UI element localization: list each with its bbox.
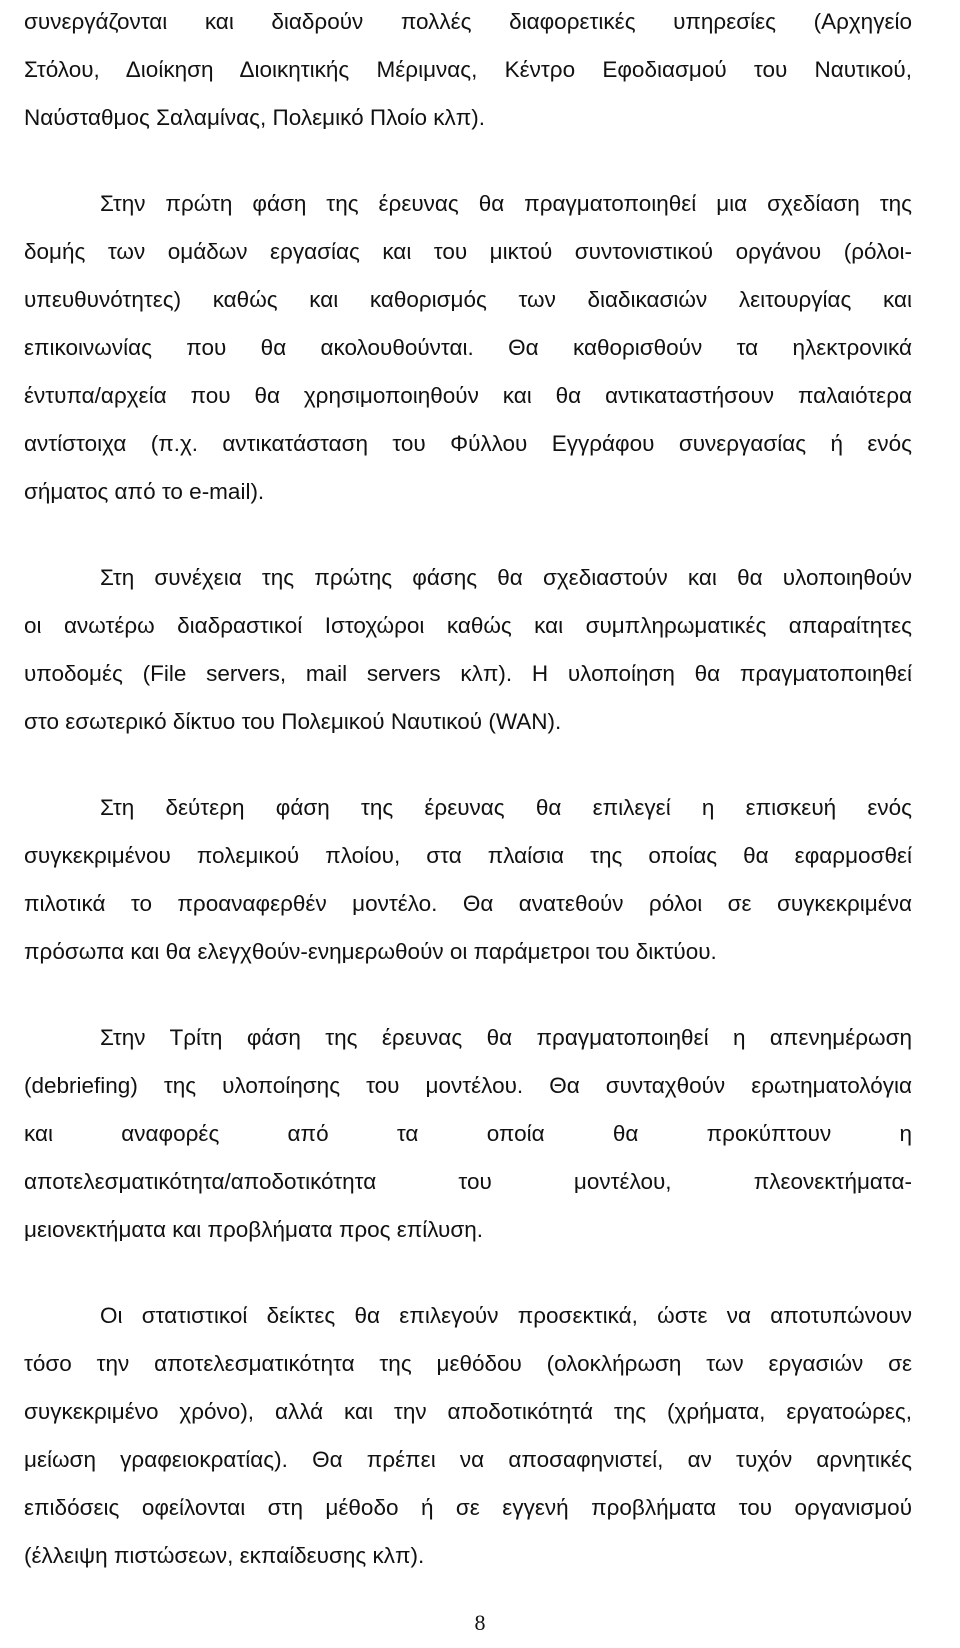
text-line: σήματος από το e-mail). xyxy=(24,479,265,504)
text-line: στο εσωτερικό δίκτυο του Πολεμικού Ναυτικού (WAN). xyxy=(24,709,562,734)
text-line: συνεργάζονται και διαδρούν πολλές διαφορετικές υπηρεσίες (Αρχηγείο xyxy=(24,9,912,34)
text-line: συγκεκριμένου πολεμικού πλοίου, στα πλαίσια της οποίας θα εφαρμοσθεί xyxy=(24,843,912,868)
text-line: (debriefing) της υλοποίησης του μοντέλου. Θα συνταχθούν ερωτηματολόγια xyxy=(24,1073,912,1098)
paragraph-continuation xyxy=(24,0,912,142)
text-line: (έλλειψη πιστώσεων, εκπαίδευσης κλπ). xyxy=(24,1543,425,1568)
paragraph-phase-two xyxy=(24,784,912,976)
text-line: οι ανωτέρω διαδραστικοί Ιστοχώροι καθώς και συμπληρωματικές απαραίτητες xyxy=(24,613,912,638)
text-line: αντίστοιχα (π.χ. αντικατάσταση του Φύλλου Εγγράφου συνεργασίας ή ενός xyxy=(24,431,912,456)
paragraph-statistical-indicators xyxy=(24,1292,912,1580)
page-number: 8 xyxy=(474,1610,486,1635)
text-line: Στόλου, Διοίκηση Διοικητικής Μέριμνας, Κέντρο Εφοδιασμού του Ναυτικού, xyxy=(24,57,912,82)
text-line: Στην Τρίτη φάση της έρευνας θα πραγματοποιηθεί η απενημέρωση xyxy=(100,1025,912,1050)
text-line: μείωση γραφειοκρατίας). Θα πρέπει να αποσαφηνιστεί, αν τυχόν αρνητικές xyxy=(24,1447,912,1472)
text-line: και αναφορές από τα οποία θα προκύπτουν η xyxy=(24,1121,912,1146)
text-line: συγκεκριμένο χρόνο), αλλά και την αποδοτικότητά της (χρήματα, εργατοώρες, xyxy=(24,1399,912,1424)
text-line: Στη συνέχεια της πρώτης φάσης θα σχεδιαστούν και θα υλοποιηθούν xyxy=(100,565,912,590)
text-line: πρόσωπα και θα ελεγχθούν-ενημερωθούν οι παράμετροι του δικτύου. xyxy=(24,939,717,964)
text-line: επικοινωνίας που θα ακολουθούνται. Θα καθορισθούν τα ηλεκτρονικά xyxy=(24,335,912,360)
text-line: Στη δεύτερη φάση της έρευνας θα επιλεγεί η επισκευή ενός xyxy=(100,795,912,820)
paragraph-phase-one xyxy=(24,180,912,516)
text-line: Ναύσταθμος Σαλαμίνας, Πολεμικό Πλοίο κλπ). xyxy=(24,105,486,130)
text-line: υπευθυνότητες) καθώς και καθορισμός των διαδικασιών λειτουργίας και xyxy=(24,287,912,312)
paragraph-phase-three xyxy=(24,1014,912,1254)
text-line: Στην πρώτη φάση της έρευνας θα πραγματοποιηθεί μια σχεδίαση της xyxy=(100,191,912,216)
text-line: επιδόσεις οφείλονται στη μέθοδο ή σε εγγενή προβλήματα του οργανισμού xyxy=(24,1495,912,1520)
text-line: δομής των ομάδων εργασίας και του μικτού συντονιστικού οργάνου (ρόλοι- xyxy=(24,239,912,264)
text-line: πιλοτικά το προαναφερθέν μοντέλο. Θα ανατεθούν ρόλοι σε συγκεκριμένα xyxy=(24,891,912,916)
text-line: μειονεκτήματα και προβλήματα προς επίλυση. xyxy=(24,1217,483,1242)
paragraph-phase-one-continued xyxy=(24,554,912,746)
text-line: τόσο την αποτελεσματικότητα της μεθόδου (ολοκλήρωση των εργασιών σε xyxy=(24,1351,912,1376)
text-line: Οι στατιστικοί δείκτες θα επιλεγούν προσεκτικά, ώστε να αποτυπώνουν xyxy=(100,1303,912,1328)
document-page xyxy=(24,0,912,1580)
text-line: αποτελεσματικότητα/αποδοτικότητα του μοντέλου, πλεονεκτήματα- xyxy=(24,1169,912,1194)
text-line: έντυπα/αρχεία που θα χρησιμοποιηθούν και θα αντικαταστήσουν παλαιότερα xyxy=(24,383,912,408)
text-line: υποδομές (File servers, mail servers κλπ). Η υλοποίηση θα πραγματοποιηθεί xyxy=(24,661,912,686)
